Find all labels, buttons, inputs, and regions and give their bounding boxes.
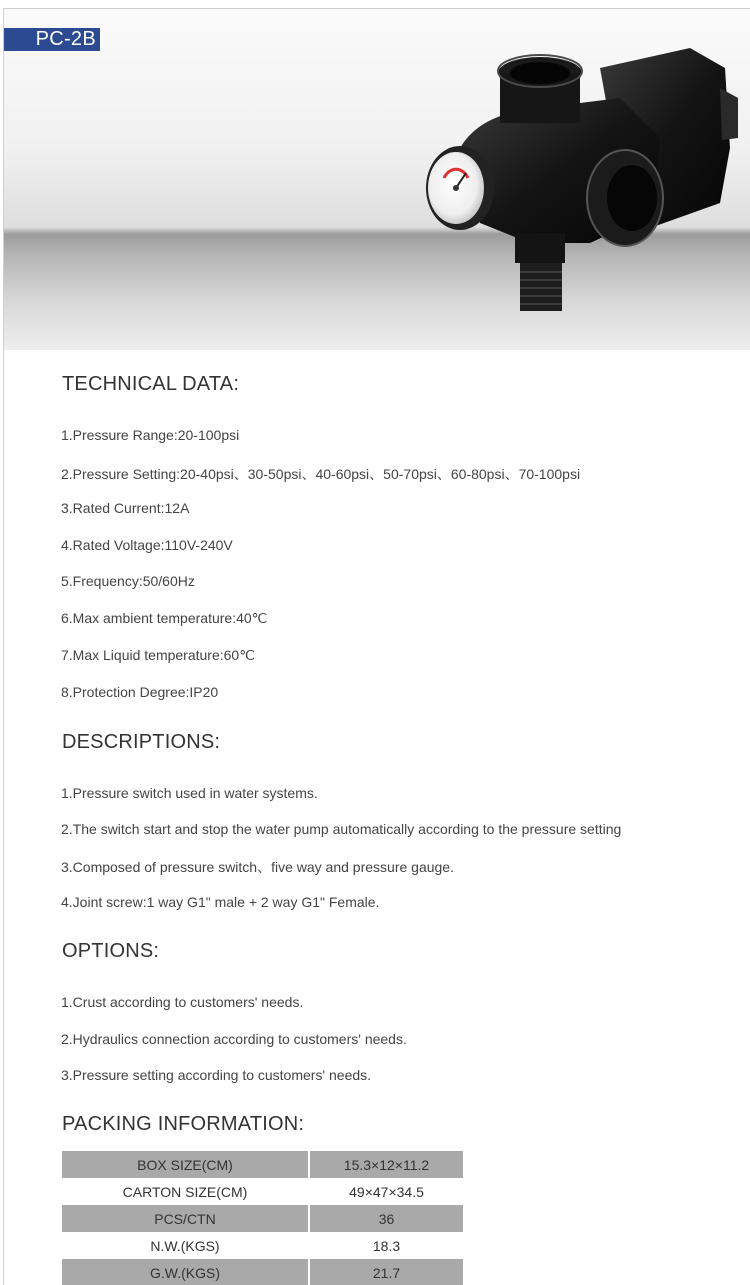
packing-value: 36 [310, 1205, 463, 1232]
technical-item: 4.Rated Voltage:110V-240V [61, 537, 233, 553]
options-heading: OPTIONS: [62, 940, 160, 962]
technical-item: 6.Max ambient temperature:40℃ [61, 610, 268, 626]
descriptions-heading: DESCRIPTIONS: [62, 731, 221, 753]
technical-data-heading: TECHNICAL DATA: [62, 373, 240, 395]
description-item: 4.Joint screw:1 way G1" male + 2 way G1" Female. [61, 894, 380, 910]
table-row [62, 1178, 463, 1205]
option-item: 1.Crust according to customers' needs. [61, 994, 304, 1010]
description-item: 3.Composed of pressure switch、five way and pressure gauge. [61, 859, 454, 875]
packing-value: 18.3 [310, 1232, 463, 1259]
table-row [62, 1232, 463, 1259]
technical-item: 3.Rated Current:12A [61, 500, 190, 516]
option-item: 3.Pressure setting according to customers' needs. [61, 1067, 372, 1083]
packing-info-heading: PACKING INFORMATION: [62, 1113, 305, 1135]
option-item: 2.Hydraulics connection according to customers' needs. [61, 1031, 407, 1047]
packing-label: BOX SIZE(CM) [62, 1151, 308, 1178]
technical-item: 8.Protection Degree:IP20 [61, 684, 219, 700]
packing-label: PCS/CTN [62, 1205, 308, 1232]
table-row [62, 1205, 463, 1232]
technical-item: 1.Pressure Range:20-100psi [61, 427, 240, 443]
packing-table [62, 1151, 463, 1285]
table-row [62, 1151, 463, 1178]
packing-label: N.W.(KGS) [62, 1232, 308, 1259]
technical-item: 2.Pressure Setting:20-40psi、30-50psi、40-60psi、50-70psi、60-80psi、70-100psi [61, 466, 581, 482]
packing-value: 21.7 [310, 1259, 463, 1285]
packing-label: G.W.(KGS) [62, 1259, 308, 1285]
packing-value: 15.3×12×11.2 [310, 1151, 463, 1178]
model-tag: PC-2B [4, 28, 100, 51]
description-item: 2.The switch start and stop the water pump automatically according to the pressure setting [61, 821, 622, 837]
technical-item: 7.Max Liquid temperature:60℃ [61, 647, 255, 663]
description-item: 1.Pressure switch used in water systems. [61, 785, 318, 801]
table-row [62, 1259, 463, 1285]
technical-item: 5.Frequency:50/60Hz [61, 573, 195, 589]
packing-label: CARTON SIZE(CM) [62, 1178, 308, 1205]
packing-value: 49×47×34.5 [310, 1178, 463, 1205]
pressure-switch-product-photo [420, 28, 750, 328]
